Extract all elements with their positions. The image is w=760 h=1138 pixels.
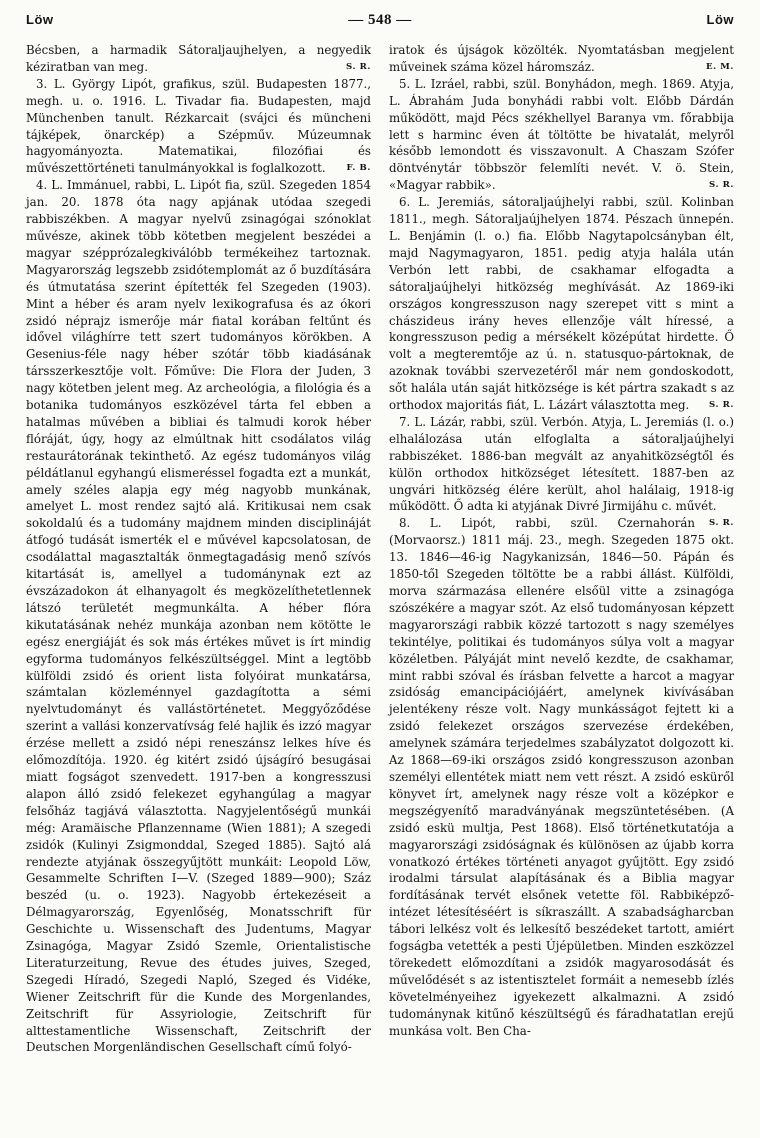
- left-column: [26, 42, 371, 1056]
- entry-paragraph: [389, 194, 734, 414]
- entry-paragraph: [26, 42, 371, 76]
- author-signature: S. R.: [345, 61, 371, 72]
- page-number: — 548 —: [348, 12, 412, 28]
- author-signature: S. R.: [708, 180, 734, 191]
- entry-paragraph: [26, 76, 371, 177]
- right-column: [389, 42, 734, 1056]
- entry-text: 6. L. Jeremiás, sátoraljaújhelyi rabbi, szül. Kolinban 1811., megh. Sátoraljaújhelyen 1874. Pészach ünnepén. L. Benjámin (l. o.) fia. Előbb Nagytapolcsányban élt, majd Nagymagyaron, 1851. pedig atyja halála után Verbón lett rabbi, de csakhamar elfogadta a sátoraljaújhelyi hitközség meghívását. Az 1869-iki országos kongresszuson nagy szerepet vitt s mint a chászideus irány heves ellenzője vált híressé, a kongresszuson pedig a mérsékelt középútat hirdette. Ő volt a megteremtője az ú. n. statusquo-pártoknak, de azoknak további szervezetéről már nem gondoskodott, sőt halála után saját hitközsége is két pártra szakadt s az orthodox majoritás fiát, L. Lázárt választotta meg.: [389, 195, 734, 413]
- header-left-keyword: Löw: [26, 12, 54, 27]
- entry-paragraph: [389, 414, 734, 529]
- entry-paragraph: [389, 42, 734, 76]
- page-header: [26, 12, 734, 38]
- text-columns: [26, 42, 734, 1056]
- entry-text: iratok és újságok közölték. Nyomtatásban megjelent műveinek száma közel háromszáz.: [389, 43, 734, 74]
- entry-paragraph: [389, 76, 734, 194]
- entry-text: 8. L. Lipót, rabbi, szül. Czernahorán (Morvaorsz.) 1811 máj. 23., megh. Szegeden 1875 okt. 13. 1846—46-ig Nagykanizsán, 1846—50. Pápán és 1850-től Szegeden töltötte be a rabbi állást. Külföldi, morva származása ellenére elsőül vitte a zsinagóga szószékére a magyar szót. Az első tudományosan képzett magyarországi rabbik közzé tartozott s nagy személyes tekintélye, politikai és tudományos súlya volt a magyar közéletben. Pályáját mint nevelő kezdte, de csakhamar, mint rabbi szóval és írásban felvette a harcot a magyar zsidóság emancipációjáért, amelynek kivívásában jelentékeny része volt. Nagy munkásságot fejtett ki a zsidó felekezet országos szervezése érdekében, amelynek számára terjedelmes szabályzatot dolgozott ki. Az 1868—69-iki országos zsidó kongresszuson azonban személyi ellentétek miatt nem vett részt. A zsidó esküről könyvet írt, amelynek nagy része volt a középkor e megszégyenítő maradványának megszüntetésében. (A zsidó eskü multja, Pest 1868). Első történetkutatója a magyarországi zsidóságnak és különösen az újabb korra vonatkozó értékes történeti anyagot gyűjtött. Egy zsidó irodalmi társulat alapításának és a Biblia magyar fordításának tervét elsőnek vetette föl. Rabbiképző-intézet létesítéséért is síkraszállt. A szabadságharcban tábori lelkész volt és lelkesítő beszédeket tartott, amiért fogságba vetették a pesti Újépületben. Minden eszközzel törekedett előmozdítani a zsidók magyarosodását és művelődését s az istentisztelet formáit a nemesebb ízlés követelményeihez igyekezett alkalmazni. A zsidó tudománynak kitűnő készültségű és fáradhatatlan erejű munkása volt. Ben Cha-: [389, 516, 734, 1038]
- entry-text: 7. L. Lázár, rabbi, szül. Verbón. Atyja, L. Jeremiás (l. o.) elhalálozása után elfoglalta a sátoraljaújhelyi rabbiszéket. 1886-ban megvált az anyahitközségtől és külön orthodox hitközséget létesített. 1887-ben az ungvári hitközség élére került, ahol halálaig, 1918-ig működött. Ő adta ki atyjának Divré Jirmijáhu c. művét.: [389, 414, 734, 514]
- entry-paragraph: [389, 515, 734, 1039]
- entry-text: Bécsben, a harmadik Sátoraljaujhelyen, a negyedik kéziratban van meg.: [26, 43, 371, 74]
- entry-text: 5. L. Izráel, rabbi, szül. Bonyhádon, megh. 1869. Atyja, L. Ábrahám Juda bonyhádi rabbi volt. Előbb Dárdán működött, majd Pécs székhellyel Baranya vm. főrabbija lett s harminc éven át töltötte be hivatalát, melyről később lemondott és visszavonult. A Chaszam Szófer döntvénytár többször felemlíti nevét. V. ö. Stein, «Magyar rabbik».: [389, 76, 734, 193]
- author-signature: F. B.: [346, 163, 371, 174]
- entry-paragraph: [26, 177, 371, 1056]
- author-signature: S. R.: [708, 400, 734, 411]
- author-signature: S. R.: [708, 518, 734, 529]
- entry-text: 4. L. Immánuel, rabbi, L. Lipót fia, szül. Szegeden 1854 jan. 20. 1878 óta nagy apjának utódaa szegedi rabbiszékben. A magyar nyelvű zsinagógai szónoklat művésze, akinek több kötetben megjelent beszédei a magyar szépprózalegkiválóbb termékeihez tartoznak. Magyarország legszebb zsidótemplomát az ő buzdítására és útmutatása szerint építették fel Szegeden (1903). Mint a héber és aram nyelv lexikografusa és az ókori zsidó néprajz ismerője már fiatal korában feltűnt és idővel világhírre tett szert tudományos körökben. A Gesenius-féle nagy héber szótár több kiadásának társszerkesztője volt. Főműve: Die Flora der Juden, 3 nagy kötetben jelent meg. Az archeológia, a filológia és a botanika tudományos eszközével tárta fel ebben a hatalmas művében a bibliai és talmudi korok héber flóráját, úgy, hogy az elmúltnak hitt csodálatos világ restaurátorának tekinthető. Az egész tudományos világ példátlanul egyhangú elismeréssel fogadta ezt a munkát, amely széles alapja egy még nagyobb munkának, amelyet L. most rendez sajtó alá. Kritikusai nem csak sokoldalú és a tudomány majdnem minden disciplináját átfogó tudását ismerték el e művével kapcsolatosan, de csodálattal magasztalták önmegtagadásig menő szívós kitartását is, amellyel a tudománynak ezt az évszázadokon át elhanyagolt és megközelíthetetlennek látszó területét megmunkálta. A héber flóra kikutatásának nehéz munkája azonban nem kötötte le egész energiáját és sok más értékes művet is írt mindig egyforma tudományos felkészültséggel. Mint a legtöbb külföldi zsidó és orient lista folyóirat munkatársa, számtalan közleménnyel gazdagította a sémi nyelvtudományt és vallástörténetet. Meggyőződése szerint a vallási konzervatívság felé hajlik és izzó magyar érzése mellett a zsidó népi reneszánsz lelkes híve és előmozdítója. 1920. ​ég kitért zsidó újságíró besugásai miatt fogságot szenvedett. 1917-ben a kongresszusi alapon álló zsidó felekezet egyhangúlag a magyar felsőház tagjává választotta. Nagyjelentőségű munkái még: Aramäische Pflanzenname (Wien 1881); A szegedi zsidók (Kulinyi Zsigmonddal, Szeged 1885). Sajtó alá rendezte atyjának összegyűjtött munkáit: Leopold Löw, Gesammelte Schriften I—V. (Szeged 1889—900); Száz beszéd (u. o. 1923). Nagyobb értekezéseit a Délmagyarország, Egyenlőség, Monatsschrift für Geschichte u. Wissenschaft des Judentums, Magyar Zsinagóga, Magyar Zsidó Szemle, Orientalistische Literaturzeitung, Revue des études juives, Szeged, Szegedi Híradó, Szegedi Napló, Szeged és Vidéke, Wiener Zeitschrift für die Kunde des Morgenlandes, Zeitschrift für Assyriologie, Zeitschrift für alttestamentliche Wissenschaft, Zeitschrift der Deutschen Morgenländischen Gesellschaft című folyó-: [26, 178, 371, 1055]
- author-signature: E. M.: [705, 61, 734, 72]
- header-right-keyword: Löw: [706, 12, 734, 27]
- entry-text: 3. L. György Lipót, grafikus, szül. Budapesten 1877., megh. u. o. 1916. L. Tivadar fia. Budapesten, majd Münchenben tanult. Rézkarcait (svájci és müncheni tájképek, önarckép) a Szépműv. Múzeumnak hagyományozta. Matematikai, filozófiai és művészettörténeti tanulmányokkal is foglalkozott.: [26, 76, 371, 176]
